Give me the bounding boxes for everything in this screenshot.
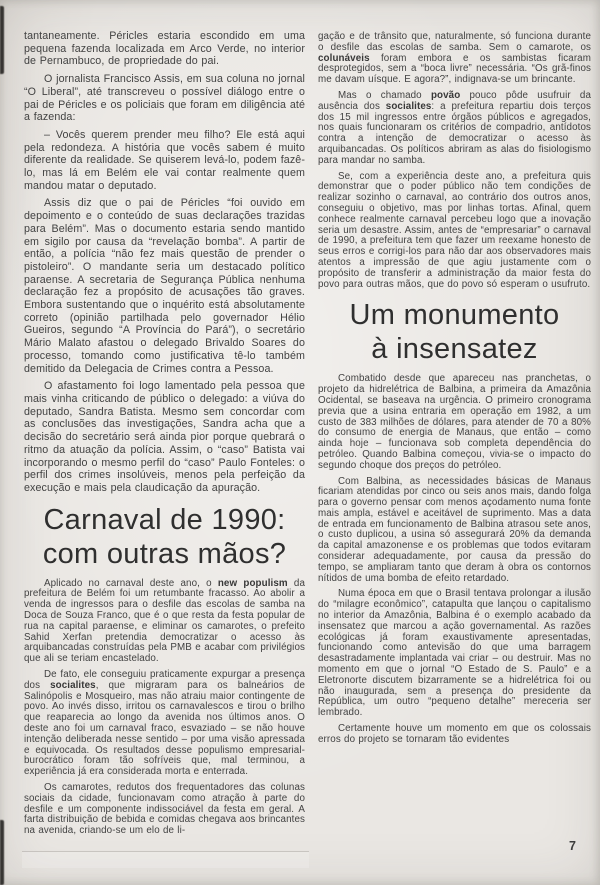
paragraph	[318, 724, 591, 746]
paragraph	[318, 172, 591, 291]
left-column	[24, 30, 305, 842]
text-segment: – Vocês querem prender meu filho? Ele está aqui pela redondeza. A história que vocês sabem é muito diferente da realidade. Se quiserem levá-lo, podem fazê-lo, mas lá em Belém ele vai contar realmente quem mandou matar o deputado.	[24, 128, 305, 192]
paragraph	[318, 91, 591, 167]
right-column	[318, 32, 591, 751]
bold-term: new populism	[217, 577, 288, 589]
text-segment: Assis diz que o pai de Péricles “foi ouvido em depoimento e o conteúdo de suas declarações trazidas para Belém”. Mas o documento estaria sendo mantido em sigilo por causa da “revelação bomba”. A partir de então, a polícia “não fez mais questão de prender o pistoleiro”. O mandante seria um destacado político paraense. A secretaria de Segurança Pública nenhuma declaração fez a propósito de acusações tão graves. Embora sustentando que o inquérito está absolutamente correto (opinião partilhada pelo governador Hélio Gueiros, segundo “A Província do Pará”), o secretário Mário Malato afastou o delegado Brivaldo Soares do processo, tomando como justificativa tê-lo também demitido da Delegacia de Crimes contra a Pessoa.	[24, 197, 305, 375]
text-segment: Os camarotes, redutos dos frequentadores das colunas sociais da cidade, funcionavam como atração à parte do desfile e um componente indissociável da festa em geral. A farta distribuição de bebida e comidas chegava aos brincantes na avenida, criando-se um elo de li-	[24, 781, 305, 837]
article-headline	[318, 298, 591, 366]
paragraph	[24, 73, 305, 124]
text-segment: De fato, ele conseguiu praticamente expurgar a presença dos	[24, 668, 305, 691]
paragraph	[24, 129, 305, 193]
headline-line: com outras mãos?	[42, 537, 287, 570]
article-headline	[24, 503, 305, 571]
text-segment: foram embora e os sambistas ficaram desprotegidos, sem a “boca livre” necessária. “Os grã-finos me davam uísque. E agora?”, indignava-se um brincante.	[318, 52, 591, 86]
paragraph	[318, 32, 591, 86]
scan-artifact-box	[22, 851, 309, 868]
paragraph	[24, 579, 305, 665]
text-segment: da prefeitura de Belém foi um retumbante fracasso. Ao abolir a venda de ingressos para o desfile das escolas de samba na Doca de Souza Franco, que é o que resta da festa popular de rua na capital paraense, e eliminar os camarotes, o prefeito Sahid Xerfan pretendia democratizar o acesso às arquibancadas construídas pela PMB e acabar com privilégios que ali se teriam encastelado.	[24, 577, 305, 665]
paragraph	[318, 374, 591, 471]
text-segment: tantaneamente. Péricles estaria escondido em uma pequena fazenda localizada em Arco Verde, no interior de Pernambuco, de propriedade do pai.	[24, 30, 305, 68]
bold-term: povão	[430, 89, 461, 101]
text-segment: Combatido desde que apareceu nas pranchetas, o projeto da hidrelétrica de Balbina, a primeira da Amazônia Ocidental, se baseava na urgência. O primeiro cronograma previa que a usina entraria em operação em 1982, a um custo de 383 milhões de dólares, para atender de 70 a 80% do consumo de energia de Manaus, que então – como ainda hoje – funcionava sob completa dependência do petróleo. Quando Balbina começou, vivia-se o impacto do segundo choque dos preços do petróleo.	[318, 373, 591, 471]
text-segment: Se, com a experiência deste ano, a prefeitura quis demonstrar que o poder público não tem condições de realizar sozinho o carnaval, ao contrário dos outros anos, conseguiu o objetivo, mas por linhas tortas. Afinal, quem conhece realmente carnaval percebeu logo que a inovação seria um desastre. Assim, antes de “empresariar” o carnaval de 1990, a prefeitura tem que fazer um reexame honesto de seus erros e corrigi-los para não dar aos observadores mais atentos a impressão de que agiu justamente com o propósito de transferir a administração da maior festa do povo para outras mãos, que do povo só esperam o usufruto.	[318, 170, 591, 290]
text-segment: O jornalista Francisco Assis, em sua coluna no jornal “O Liberal”, até transcreveu o possível diálogo entre o pai de Péricles e os policiais que foram em diligência até a fazenda:	[24, 73, 305, 124]
text-segment: : a prefeitura repartiu dois terços dos 15 mil ingressos entre órgãos públicos e agregados, nos quais funcionaram os critérios de compadrio, antídotos contra a intenção de democratizar o acesso às arquibancadas. Os políticos abriram as alas do fisiologismo para mandar no samba.	[318, 100, 591, 166]
scan-artifact-left-edge-top	[0, 6, 4, 74]
paragraph	[24, 783, 305, 837]
text-segment: Com Balbina, as necessidades básicas de Manaus ficariam atendidas por cinco ou seis anos mais, dando folga para o governo pensar com menos açodamento numa fonte mais ampla, estável e aceitável de suprimento. Mas a data de entrada em funcionamento de Balbina atrasou sete anos, o custo duplicou, a usina só assegurará 20% da demanda da capital amazonense e os problemas que todos evitaram considerar adequadamente, por causa da pressão do tempo, se ampliaram tanto que deram à obra os contornos nítidos de uma bomba de efeito retardado.	[318, 475, 591, 584]
text-segment: gação e de trânsito que, naturalmente, só funciona durante o desfile das escolas de samba. Sem o camarote, os	[318, 31, 591, 53]
bold-term: socialites	[385, 100, 432, 112]
text-segment: , que migraram para os balneários de Salinópolis e Mosqueiro, mas não atraiu maior contingente de povo. Ao invés disso, irritou os carnavalescos e tirou o brilho que reaparecia ao longo da avenida nos últimos anos. O deste ano foi um carnaval fraco, esvaziado – se não houve intenção deliberada nesse sentido – por uma visão apressada e equivocada. Os resultados desse populismo empresarial-burocrático foram tão sofríveis que, mal terminou, a experiência já era considerada morta e enterrada.	[24, 679, 305, 778]
headline-line: à insensatez	[371, 333, 538, 366]
text-segment: Numa época em que o Brasil tentava prolongar a ilusão do “milagre econômico”, catapulta que lançou o capitalismo no interior da Amazônia, Balbina é o exemplo acabado da insensatez que marcou a ação governamental. As razões ecológicas já foram exaustivamente apresentadas, funcionando como antevisão do que uma barragem desastradamente implantada vai criar – ou destruir. Mas no momento em que o jornal “O Estado de S. Paulo” e a Eletronorte discutem bizarramente se a hidrelétrica foi ou não inaugurada, sem a presença do presidente da República, um outro “pequeno detalhe” mereceria ser lembrado.	[318, 588, 591, 719]
text-segment: Certamente houve um momento em que os colossais erros do projeto se tornaram tão evidentes	[318, 723, 591, 745]
text-segment: O afastamento foi logo lamentado pela pessoa que mais vinha criticando de público o delegado: a viúva do deputado, Sandra Batista. Mesmo sem concordar com as conclusões das investigações, Sandra acha que a decisão do secretário será ainda pior porque quebrará o ritmo da atuação da polícia. Assim, o “caso” Batista vai incorporando o mesmo perfil do “caso” Paulo Fonteles: o perfil dos crimes insolúveis, menos pela perfeição da execução e mais pela claudicação da apuração.	[24, 380, 305, 494]
page-number: 7	[569, 839, 576, 853]
scan-artifact-left-edge-bottom	[0, 820, 4, 885]
paragraph	[318, 589, 591, 719]
paragraph	[24, 197, 305, 375]
paragraph	[24, 380, 305, 494]
paragraph	[24, 670, 305, 778]
headline-line: Um monumento	[349, 299, 560, 332]
text-segment: Mas o chamado	[338, 89, 431, 101]
bold-term: socialites	[50, 679, 96, 691]
paragraph	[318, 477, 591, 585]
headline-line: Carnaval de 1990:	[43, 503, 286, 536]
bold-term: colunáveis	[318, 52, 370, 64]
text-segment: Aplicado no carnaval deste ano, o	[44, 577, 218, 589]
paragraph	[24, 30, 305, 68]
text-segment: pouco pôde usufruir da ausência dos	[318, 89, 592, 112]
